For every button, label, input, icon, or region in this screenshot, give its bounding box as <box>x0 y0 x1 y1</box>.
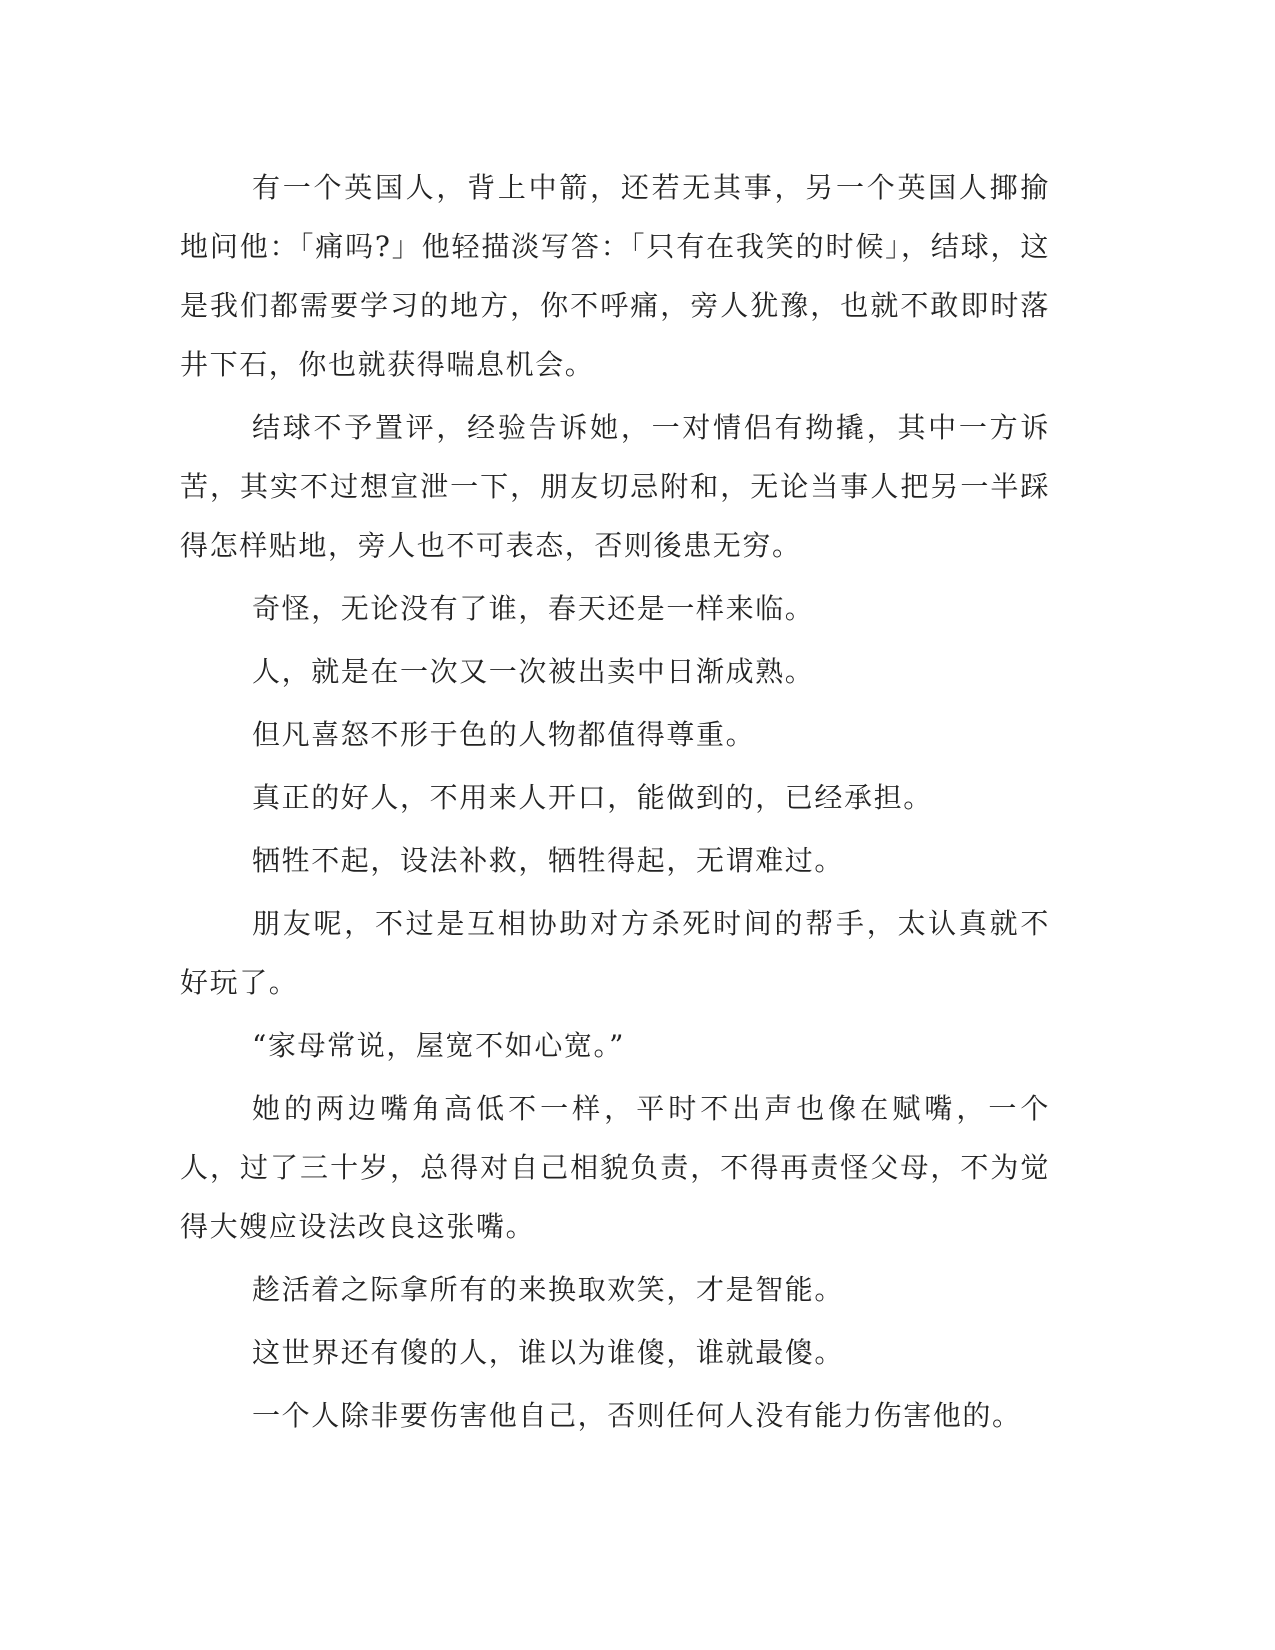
paragraph: 牺牲不起，设法补救，牺牲得起，无谓难过。 <box>252 844 845 877</box>
paragraph: 一个人除非要伤害他自己，否则任何人没有能力伤害他的。 <box>252 1399 1022 1432</box>
paragraph: 人，就是在一次又一次被出卖中日渐成熟。 <box>252 655 815 688</box>
document-body <box>180 158 1050 1449</box>
paragraph: 朋友呢，不过是互相协助对方杀死时间的帮手，太认真就不好玩了。 <box>180 907 1050 999</box>
paragraph: 奇怪，无论没有了谁，春天还是一样来临。 <box>252 592 815 625</box>
paragraph: 趁活着之际拿所有的来换取欢笑，才是智能。 <box>252 1273 845 1306</box>
paragraph: 她的两边嘴角高低不一样，平时不出声也像在赋嘴，一个人，过了三十岁，总得对自己相貌负责，不得再责怪父母，不为觉得大嫂应设法改良这张嘴。 <box>180 1092 1050 1243</box>
paragraph: 真正的好人，不用来人开口，能做到的，已经承担。 <box>252 781 933 814</box>
paragraph: 结球不予置评，经验告诉她，一对情侣有拗撬，其中一方诉苦，其实不过想宣泄一下，朋友切忌附和，无论当事人把另一半踩得怎样贴地，旁人也不可表态，否则後患无穷。 <box>180 411 1050 562</box>
paragraph: 有一个英国人，背上中箭，还若无其事，另一个英国人揶揄地问他：「痛吗?」他轻描淡写答：「只有在我笑的时候」，结球，这是我们都需要学习的地方，你不呼痛，旁人犹豫，也就不敢即时落井下石，你也就获得喘息机会。 <box>180 171 1050 381</box>
paragraph: 但凡喜怒不形于色的人物都值得尊重。 <box>252 718 756 751</box>
paragraph: 这世界还有傻的人，谁以为谁傻，谁就最傻。 <box>252 1336 845 1369</box>
paragraph: “家母常说，屋宽不如心宽。” <box>252 1029 626 1062</box>
